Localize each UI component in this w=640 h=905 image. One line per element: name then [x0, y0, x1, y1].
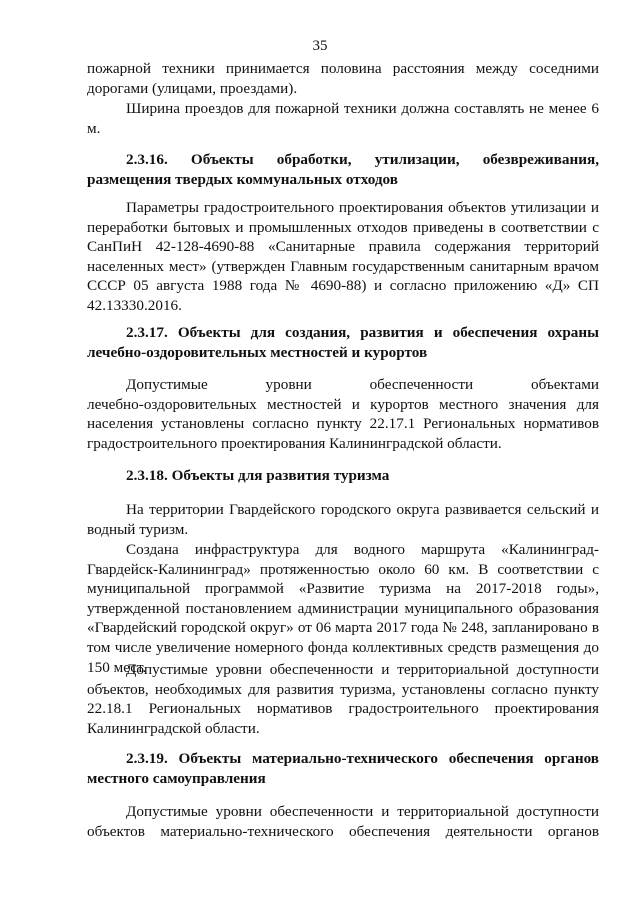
paragraph-line: Допустимые уровни обеспеченности объектами [126, 376, 599, 393]
paragraph-government-support [87, 802, 599, 841]
section-heading-2-3-19 [87, 749, 599, 788]
intro-continuation [87, 59, 599, 98]
paragraph-tourism-standards: Допустимые уровни обеспеченности и территориальной доступности объектов, необходимых для развития туризма, установлены согласно пункту 22.18.1 Региональных нормативов градостроительного проектирования Калининградской области. [87, 661, 599, 737]
heading-line: местного самоуправления [87, 769, 266, 787]
heading-line: 2.3.16. Объекты обработки, утилизации, обезвреживания, [126, 151, 599, 168]
section-heading-2-3-18 [87, 466, 599, 486]
heading-line: размещения твердых коммунальных отходов [87, 170, 398, 188]
paragraph-tourism-types: На территории Гвардейского городского округа развивается сельский и водный туризм. [87, 501, 599, 538]
paragraph-water-route: Создана инфраструктура для водного маршрута «Калининград-Гвардейск-Калининград» протяженностью около 60 км. В соответствии с муниципальной программой «Развитие туризма на 2017-2018 годы», утвержденной постановлением администрации муниципального образования «Гвардейский городской округ» от 06 марта 2017 года № 248, запланировано в том числе увеличение номерного фонда коллективных средств размещения до 150 мест. [87, 541, 599, 676]
section-heading-2-3-16 [87, 150, 599, 189]
intro-line: дорогами (улицами, проездами). [87, 79, 298, 97]
heading-line: 2.3.17. Объекты для создания, развития и обеспечения охраны [126, 324, 599, 341]
paragraph-line: Допустимые уровни обеспеченности и территориальной доступности [126, 803, 599, 820]
page-number: 35 [312, 38, 328, 54]
heading-line: 2.3.18. Объекты для развития туризма [126, 467, 390, 484]
paragraph-waste-objects: Параметры градостроительного проектирования объектов утилизации и переработки бытовых и промышленных отходов приведены в соответствии с СанПиН 42-128-4690-88 «Санитарные правила содержания территорий населенных мест» (утвержден Главным государственным санитарным врачом СССР 05 августа 1988 года № 4690-88) и согласно приложению «Д» СП 42.13330.2016. [87, 199, 599, 314]
paragraph-road-width: Ширина проездов для пожарной техники должна составлять не менее 6 м. [87, 100, 599, 137]
paragraph-line: объектов материально-технического обеспечения деятельности органов [87, 822, 599, 840]
paragraph-text: лечебно-оздоровительных местностей и курортов местного значения для населения установлены согласно пункту 22.17.1 Региональных нормативов градостроительного проектирования Калининградской области. [87, 395, 599, 452]
heading-line: лечебно-оздоровительных местностей и курортов [87, 343, 428, 361]
section-heading-2-3-17 [87, 323, 599, 362]
heading-line: 2.3.19. Объекты материально-технического обеспечения органов [126, 750, 599, 767]
paragraph-resorts [87, 375, 599, 453]
intro-line: пожарной техники принимается половина расстояния между соседними [87, 60, 599, 77]
